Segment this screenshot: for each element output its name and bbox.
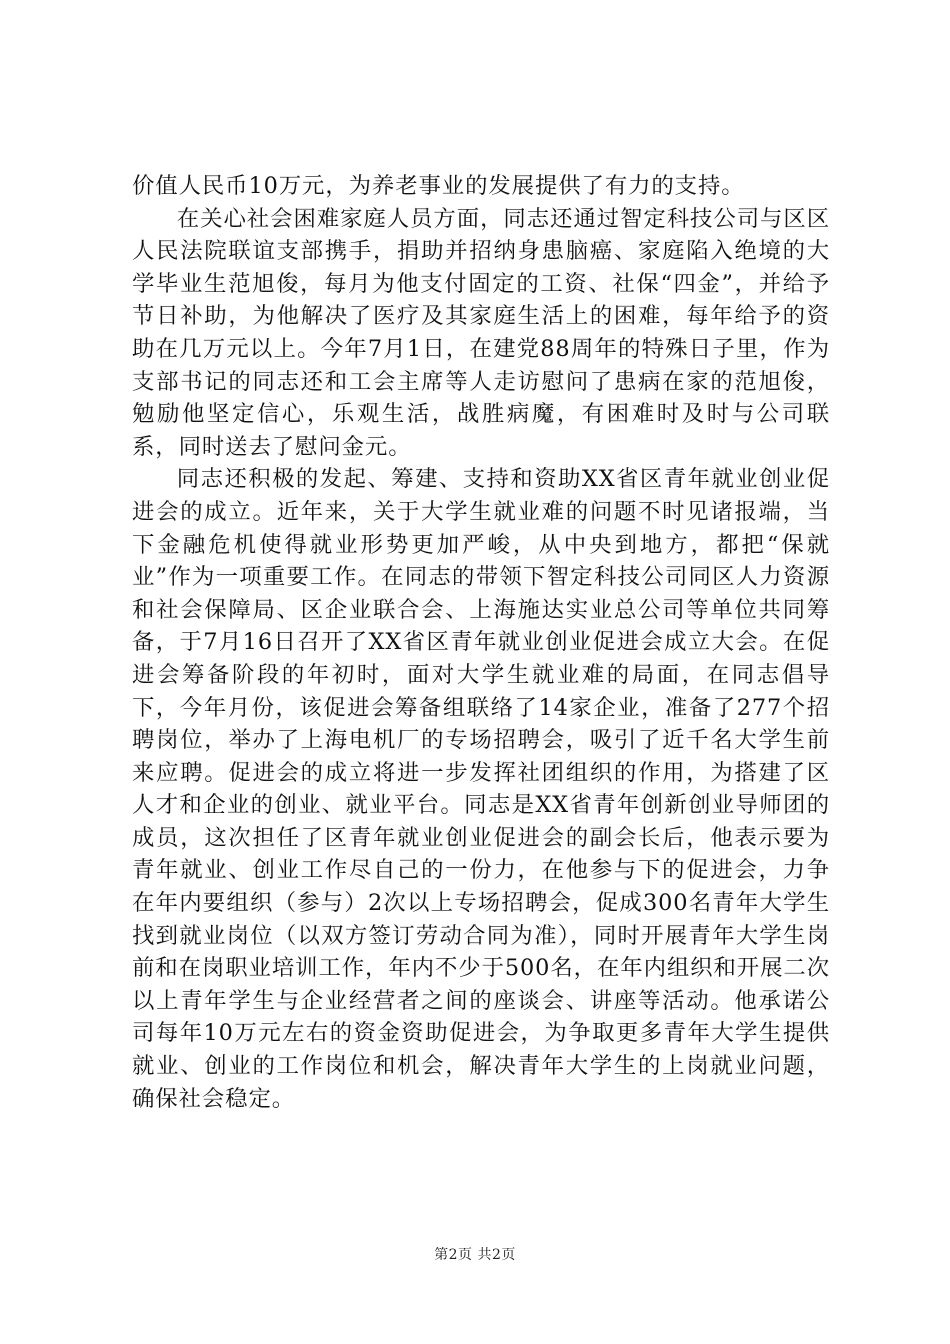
paragraph-assistance: 在关心社会困难家庭人员方面，同志还通过智定科技公司与区区人民法院联谊支部携手，捐助并招纳身患脑癌、家庭陷入绝境的大学毕业生范旭俊，每月为他支付固定的工资、社保“四金”，并给予节日补助，为他解决了医疗及其家庭生活上的困难，每年给予的资助在几万元以上。今年7月1日，在建党88周年的特殊日子里，作为支部书记的同志还和工会主席等人走访慰问了患病在家的范旭俊，勉励他坚定信心，乐观生活，战胜病魔，有困难时及时与公司联系，同时送去了慰问金元。 [132,205,830,460]
page-footer: 第2页 共2页 [434,1247,516,1263]
paragraph-employment: 同志还积极的发起、筹建、支持和资助XX省区青年就业创业促进会的成立。近年来，关于大学生就业难的问题不时见诸报端，当下金融危机使得就业形势更加严峻，从中央到地方，都把“保就业”作为一项重要工作。在同志的带领下智定科技公司同区人力资源和社会保障局、区企业联合会、上海施达实业总公司等单位共同筹备，于7月16日召开了XX省区青年就业创业促进会成立大会。在促进会筹备阶段的年初时，面对大学生就业难的局面，在同志倡导下，今年月份，该促进会筹备组联络了14家企业，准备了277个招聘岗位，举办了上海电机厂的专场招聘会，吸引了近千名大学生前来应聘。促进会的成立将进一步发挥社团组织的作用，为搭建了区人才和企业的创业、就业平台。同志是XX省青年创新创业导师团的成员，这次担任了区青年就业创业促进会的副会长后，他表示要为青年就业、创业工作尽自己的一份力，在他参与下的促进会，力争在年内要组织（参与）2次以上专场招聘会，促成300名青年大学生找到就业岗位（以双方签订劳动合同为准），同时开展青年大学生岗前和在岗职业培训工作，年内不少于500名，在年内组织和开展二次以上青年学生与企业经营者之间的座谈会、讲座等活动。他承诺公司每年10万元左右的资金资助促进会，为争取更多青年大学生提供就业、创业的工作岗位和机会，解决青年大学生的上岗就业问题，确保社会稳定。 [132,466,830,1112]
document-body [132,170,830,1115]
paragraph-continuation: 价值人民币10万元，为养老事业的发展提供了有力的支持。 [132,173,745,199]
